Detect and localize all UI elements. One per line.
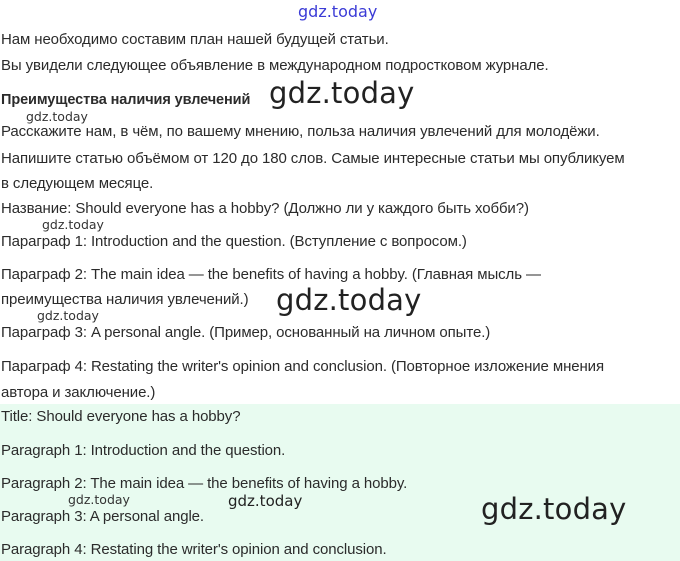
- article-heading: Преимущества наличия увлечений: [1, 92, 251, 108]
- paragraph-2-line-a: Параграф 2: The main idea — the benefits of having a hobby. (Главная мысль —: [1, 266, 541, 283]
- paragraph-3-line: Параграф 3: A personal angle. (Пример, основанный на личном опыте.): [1, 324, 491, 341]
- body-line-1: Расскажите нам, в чём, по вашему мнению, польза наличия увлечений для молодёжи.: [1, 123, 600, 140]
- watermark-top: gdz.today: [298, 2, 378, 21]
- paragraph-2-line-b: преимущества наличия увлечений.): [1, 291, 249, 308]
- watermark-small: gdz.today: [26, 109, 88, 124]
- watermark-large: gdz.today: [276, 283, 422, 317]
- answer-title: Title: Should everyone has a hobby?: [1, 408, 241, 425]
- answer-paragraph-1: Paragraph 1: Introduction and the question.: [1, 442, 286, 459]
- paragraph-4-line-a: Параграф 4: Restating the writer's opinion and conclusion. (Повторное изложение мнения: [1, 358, 604, 375]
- watermark-large: gdz.today: [481, 492, 627, 526]
- intro-line-1: Нам необходимо составим план нашей будущей статьи.: [1, 31, 389, 48]
- watermark-small: gdz.today: [42, 217, 104, 232]
- paragraph-4-line-b: автора и заключение.): [1, 384, 156, 401]
- answer-paragraph-3: Paragraph 3: A personal angle.: [1, 508, 204, 525]
- title-line: Название: Should everyone has a hobby? (Должно ли у каждого быть хобби?): [1, 200, 529, 217]
- answer-paragraph-2: Paragraph 2: The main idea — the benefits of having a hobby.: [1, 475, 408, 492]
- intro-line-2: Вы увидели следующее объявление в международном подростковом журнале.: [1, 57, 549, 74]
- watermark-large: gdz.today: [269, 76, 415, 110]
- watermark-small: gdz.today: [68, 492, 130, 507]
- watermark-medium: gdz.today: [228, 492, 303, 510]
- body-line-2: Напишите статью объёмом от 120 до 180 слов. Самые интересные статьи мы опубликуем: [1, 150, 625, 167]
- body-line-3: в следующем месяце.: [1, 175, 154, 192]
- answer-paragraph-4: Paragraph 4: Restating the writer's opinion and conclusion.: [1, 541, 387, 558]
- paragraph-1-line: Параграф 1: Introduction and the question. (Вступление с вопросом.): [1, 233, 467, 250]
- watermark-small: gdz.today: [37, 308, 99, 323]
